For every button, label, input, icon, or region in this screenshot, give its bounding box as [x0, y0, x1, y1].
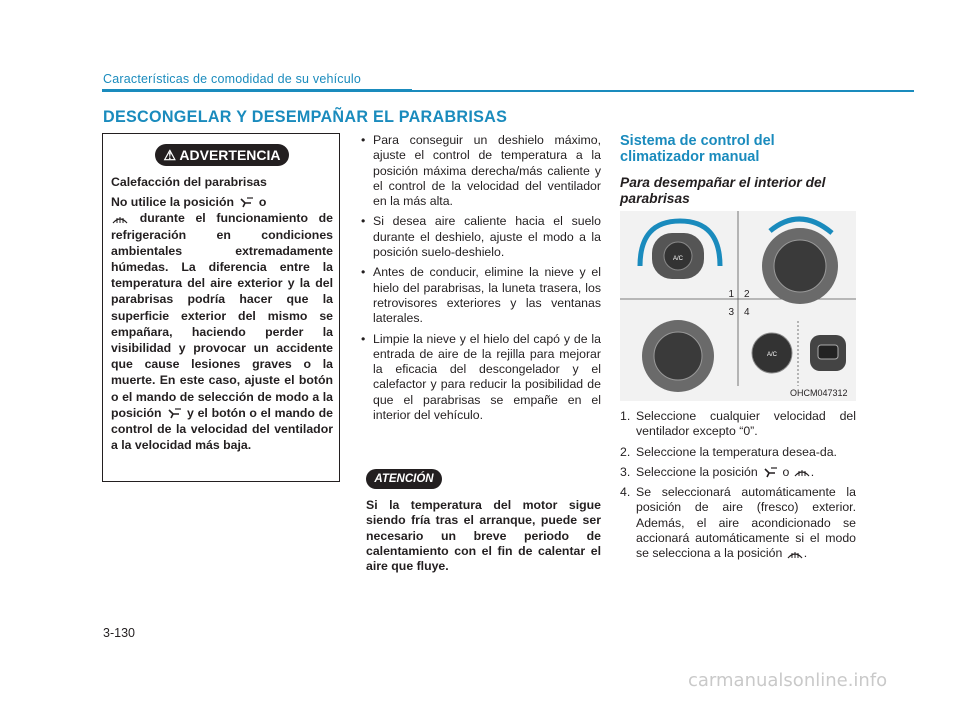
watermark: carmanualsonline.info: [688, 670, 888, 691]
attention-badge: ATENCIÓN: [366, 469, 442, 489]
section-heading: Sistema de control del climatizador manual: [620, 133, 775, 165]
figure-label-3: 3: [728, 307, 734, 318]
defrost-icon: [786, 549, 804, 560]
page-number: 3-130: [103, 626, 135, 640]
steps-list: [620, 409, 856, 567]
warning-badge: [155, 144, 289, 166]
header-rule-accent: [102, 89, 412, 92]
page-title: DESCONGELAR Y DESEMPAÑAR EL PARABRISAS: [103, 107, 508, 126]
list-item: • Antes de conducir, elimine la nieve y el hielo del parabrisas, la luneta trasera, los retrovisores exteriores y las ventanas laterales.: [361, 265, 601, 326]
defrost-icon: [111, 214, 129, 225]
climate-column: [620, 133, 856, 207]
warning-body: [111, 174, 333, 457]
list-item: • Limpie la nieve y el hielo del capó y de la entrada de aire de la rejilla para mejorar la eficacia del descongelador y el calefactor y para reducir la posibilidad de que el parabrisas se empañe en el interior del vehículo.: [361, 332, 601, 424]
floor-defrost-icon: [761, 467, 779, 478]
climate-control-illustration: [620, 211, 856, 401]
warning-heading: Calefacción del parabrisas: [111, 175, 267, 189]
list-item: 4. Se seleccionará automáticamente la posición de aire (fresco) exterior. Además, el aire acondicionado se accionará automáticamente si el modo se selecciona a la posición .: [620, 485, 856, 561]
figure-label-4: 4: [744, 307, 750, 318]
floor-defrost-icon: [165, 408, 183, 419]
ac-label: A/C: [672, 256, 684, 262]
warning-box: [102, 133, 340, 482]
figure-label-2: 2: [744, 289, 750, 300]
subsection-heading: Para desempañar el interior del parabrisas: [620, 175, 826, 206]
list-item: 3. Seleccione la posición o .: [620, 464, 815, 479]
attention-text: Si la temperatura del motor sigue siendo fría tras el arranque, puede ser necesario un breve periodo de calentamiento con el fin de calentar el aire que fluye.: [366, 498, 601, 574]
floor-defrost-icon: [237, 197, 255, 208]
tips-list: [361, 133, 601, 423]
climate-control-figure: [620, 211, 856, 401]
warning-label: ADVERTENCIA: [179, 147, 281, 163]
figure-label-1: 1: [728, 289, 734, 300]
warning-paragraph: No utilice la posición o durante el funcionamiento de refrigeración en condiciones ambientales extremadamente húmedas. La diferencia entre la temperatura del aire exterior y la del parabrisas podría hacer que la superficie exterior del mismo se empañara, haciendo perder la visibilidad y provocar un accidente que cause lesiones graves o la muerte. En este caso, ajuste el botón o el mando de selección de modo a la posición y el botón o el mando de control de la velocidad del ventilador a la velocidad más baja.: [111, 195, 334, 453]
warning-triangle-icon: ⚠: [163, 147, 177, 163]
list-item: 2. Seleccione la temperatura desea-da.: [620, 444, 837, 459]
list-item: • Para conseguir un deshielo máximo, ajuste el control de temperatura a la posición máxima derecha/más caliente y el control de la velocidad del ventilador en la más alta.: [361, 133, 601, 209]
figure-caption: OHCM047312: [790, 388, 848, 398]
list-item: • Si desea aire caliente hacia el suelo durante el deshielo, ajuste el modo a la posición suelo-deshielo.: [361, 214, 601, 260]
list-item: 1. Seleccione cualquier velocidad del ventilador excepto “0”.: [620, 409, 856, 439]
tips-column: [361, 133, 601, 428]
defrost-icon: [793, 467, 811, 478]
section-header: Características de comodidad de su vehículo: [103, 72, 362, 86]
ac-button-label: A/C: [766, 352, 778, 358]
